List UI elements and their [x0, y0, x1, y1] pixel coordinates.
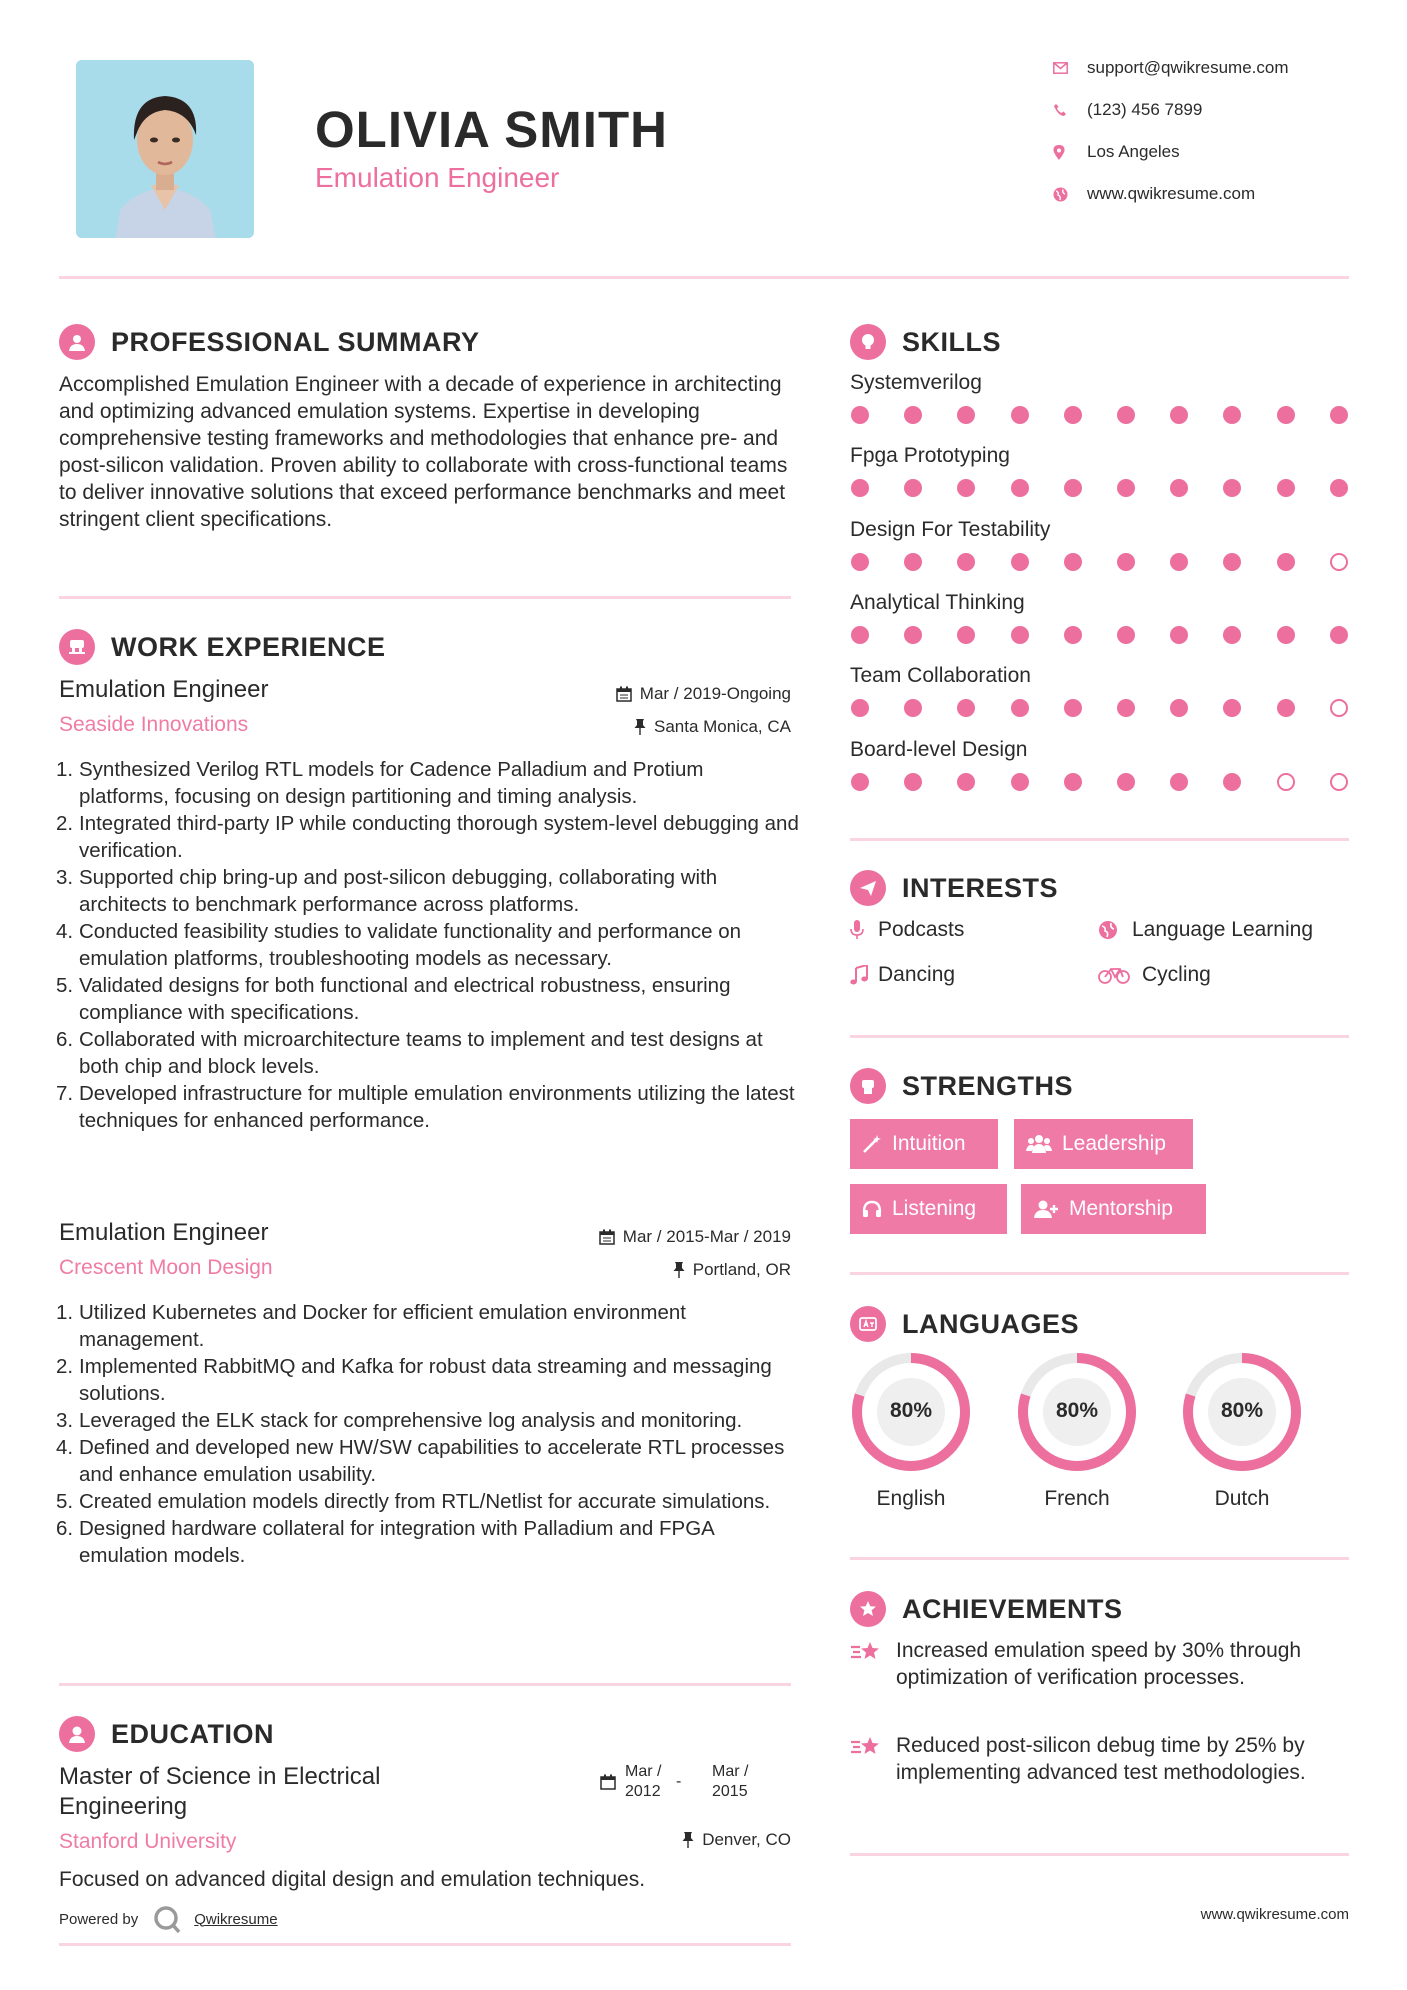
rating-dot-filled: [957, 553, 975, 571]
rating-dot-filled: [1277, 626, 1295, 644]
rating-dot-filled: [1117, 626, 1135, 644]
rating-dot-filled: [1011, 553, 1029, 571]
interest-item: [1098, 918, 1313, 942]
rating-dot-filled: [904, 699, 922, 717]
skill-name: Design For Testability: [850, 517, 1051, 541]
job-duties-list: [56, 1299, 799, 1569]
duty-item: [56, 756, 799, 810]
summary-heading: PROFESSIONAL SUMMARY: [111, 326, 480, 357]
music-note-icon: [850, 965, 878, 985]
education-heading: EDUCATION: [111, 1718, 274, 1749]
qwikresume-logo-icon: [152, 1904, 182, 1934]
contact-phone-text: (123) 456 7899: [1087, 100, 1203, 119]
footer-divider: [59, 1943, 791, 1946]
languages-divider: [850, 1557, 1349, 1560]
paper-plane-icon: [850, 870, 886, 906]
skill-rating: [851, 553, 1335, 571]
education-section-header: [59, 1714, 274, 1754]
skills-divider: [850, 838, 1349, 841]
rating-dot-filled: [1277, 406, 1295, 424]
map-pin-icon: [1053, 145, 1087, 160]
calendar-icon: [600, 1774, 616, 1796]
skill-rating: [851, 699, 1335, 717]
rating-dot-filled: [904, 406, 922, 424]
qwikresume-link[interactable]: Qwikresume: [194, 1910, 278, 1928]
graduation-icon: [59, 1716, 95, 1752]
language-progress-ring: [1181, 1351, 1303, 1473]
headphones-icon: [862, 1200, 882, 1218]
duty-text: Supported chip bring-up and post-silicon debugging, collaborating with architects to benchmark performance across platforms.: [79, 866, 718, 916]
company-name: Crescent Moon Design: [59, 1256, 273, 1279]
skills-heading: SKILLS: [902, 326, 1002, 357]
strength-chip: [1021, 1184, 1206, 1234]
duty-text: Defined and developed new HW/SW capabilities to accelerate RTL processes and enhance emulation usability.: [79, 1436, 785, 1486]
strength-label: Leadership: [1062, 1132, 1166, 1155]
star-badge-icon: [850, 1591, 886, 1627]
duty-text: Created emulation models directly from RTL/Netlist for accurate simulations.: [79, 1490, 771, 1513]
strengths-heading: STRENGTHS: [902, 1070, 1074, 1101]
interest-label: Dancing: [878, 963, 956, 986]
skill-rating: [851, 773, 1335, 791]
envelope-icon: [1053, 62, 1087, 74]
rating-dot-empty: [1330, 553, 1348, 571]
duty-number: 6.: [56, 1028, 74, 1051]
job-dates-text: Mar / 2015-Mar / 2019: [622, 1227, 791, 1246]
skill-rating: [851, 479, 1335, 497]
education-start: Mar / 2012: [625, 1763, 662, 1800]
rating-dot-filled: [851, 479, 869, 497]
duty-text: Integrated third-party IP while conducting thorough system-level debugging and verification.: [79, 812, 799, 862]
duty-text: Implemented RabbitMQ and Kafka for robust data streaming and messaging solutions.: [79, 1355, 772, 1405]
duty-item: [56, 1488, 799, 1515]
magic-wand-icon: [862, 1134, 882, 1154]
user-icon: [59, 324, 95, 360]
duty-text: Utilized Kubernetes and Docker for efficient emulation environment management.: [79, 1301, 686, 1351]
duty-number: 3.: [56, 1409, 74, 1432]
globe-icon: [1098, 920, 1132, 940]
rating-dot-filled: [851, 773, 869, 791]
rating-dot-filled: [1170, 699, 1188, 717]
work-divider: [59, 1683, 791, 1686]
language-percent: 80%: [889, 1399, 933, 1422]
interest-item: [1098, 963, 1211, 987]
job-dates-text: Mar / 2019-Ongoing: [639, 684, 791, 703]
duty-number: 6.: [56, 1517, 74, 1540]
skill-name: Fpga Prototyping: [850, 444, 1010, 468]
skill-rating: [851, 626, 1335, 644]
job-dates: [500, 684, 791, 704]
phone-icon: [1053, 103, 1087, 117]
skill-name: Board-level Design: [850, 737, 1028, 761]
summary-section-header: [59, 322, 480, 362]
languages-section-header: [850, 1304, 1079, 1344]
rating-dot-filled: [1223, 773, 1241, 791]
summary-divider: [59, 596, 791, 599]
rating-dot-filled: [1170, 626, 1188, 644]
interests-divider: [850, 1035, 1349, 1038]
duty-item: [56, 1299, 799, 1353]
rating-dot-filled: [1223, 699, 1241, 717]
rating-dot-filled: [904, 479, 922, 497]
shooting-star-icon: [850, 1637, 896, 1691]
interests-section-header: [850, 868, 1058, 908]
rating-dot-filled: [1064, 773, 1082, 791]
achievement-item: [850, 1732, 1349, 1786]
duty-text: Designed hardware collateral for integration with Palladium and FPGA emulation models.: [79, 1517, 714, 1567]
rating-dot-filled: [1223, 626, 1241, 644]
achievement-text: Reduced post-silicon debug time by 25% by implementing advanced test methodologies.: [896, 1734, 1306, 1784]
school-name: Stanford University: [59, 1830, 237, 1853]
rating-dot-filled: [1011, 406, 1029, 424]
strength-label: Mentorship: [1069, 1197, 1173, 1220]
strengths-divider: [850, 1272, 1349, 1275]
rating-dot-filled: [1064, 699, 1082, 717]
achievements-section-header: [850, 1589, 1123, 1629]
add-user-icon: [1033, 1199, 1059, 1219]
duty-text: Conducted feasibility studies to validate functionality and performance on emulation platforms, troubleshooting models as necessary.: [79, 920, 742, 970]
rating-dot-filled: [1277, 699, 1295, 717]
degree-title: Master of Science in Electrical Engineering: [59, 1763, 381, 1820]
duty-number: 1.: [56, 758, 74, 781]
duty-item: [56, 1515, 799, 1569]
rating-dot-filled: [851, 626, 869, 644]
interest-label: Cycling: [1142, 963, 1211, 986]
strength-label: Intuition: [892, 1132, 966, 1155]
skill-rating: [851, 406, 1335, 424]
education-dates: [598, 1762, 798, 1806]
rating-dot-filled: [1064, 626, 1082, 644]
job-duties-list: [56, 756, 799, 1134]
rating-dot-filled: [904, 626, 922, 644]
rating-dot-filled: [1117, 699, 1135, 717]
duty-number: 4.: [56, 920, 74, 943]
raised-fist-icon: [850, 1068, 886, 1104]
duty-text: Leveraged the ELK stack for comprehensive log analysis and monitoring.: [79, 1409, 743, 1432]
bicycle-icon: [1098, 966, 1142, 984]
duty-number: 7.: [56, 1082, 74, 1105]
duty-item: [56, 1434, 799, 1488]
rating-dot-filled: [1011, 479, 1029, 497]
duty-item: [56, 1080, 799, 1134]
strength-chip: [850, 1184, 1007, 1234]
rating-dot-filled: [1330, 626, 1348, 644]
rating-dot-filled: [1117, 553, 1135, 571]
job-title: Emulation Engineer: [59, 1219, 269, 1246]
skill-name: Systemverilog: [850, 371, 982, 394]
rating-dot-filled: [1011, 773, 1029, 791]
job-dates: [500, 1227, 791, 1247]
achievement-text: Increased emulation speed by 30% through optimization of verification processes.: [896, 1639, 1302, 1689]
work-section-header: [59, 627, 386, 667]
globe-icon: [1053, 187, 1087, 202]
lightbulb-icon: [850, 324, 886, 360]
skill-name: Team Collaboration: [850, 664, 1031, 688]
language-progress-ring: [1016, 1351, 1138, 1473]
profile-photo: [76, 60, 254, 238]
contact-phone[interactable]: [1053, 98, 1353, 122]
powered-by-label: Powered by: [59, 1910, 139, 1928]
rating-dot-filled: [957, 773, 975, 791]
pushpin-icon: [682, 1832, 694, 1848]
language-percent: 80%: [1055, 1399, 1099, 1422]
translate-icon: [850, 1306, 886, 1342]
rating-dot-filled: [1064, 553, 1082, 571]
rating-dot-filled: [851, 699, 869, 717]
duty-item: [56, 810, 799, 864]
shooting-star-icon: [850, 1732, 896, 1786]
rating-dot-filled: [1064, 479, 1082, 497]
rating-dot-filled: [1170, 553, 1188, 571]
rating-dot-filled: [1330, 479, 1348, 497]
language-name: French: [1044, 1487, 1110, 1510]
calendar-icon: [599, 1229, 615, 1245]
footer-website[interactable]: www.qwikresume.com: [1200, 1906, 1349, 1923]
duty-number: 3.: [56, 866, 74, 889]
candidate-name: OLIVIA SMITH: [315, 101, 668, 158]
rating-dot-filled: [1277, 479, 1295, 497]
microphone-icon: [850, 920, 878, 940]
date-separator: -: [676, 1773, 682, 1790]
summary-text: Accomplished Emulation Engineer with a decade of experience in architecting and optimizing advanced emulation systems. Expertise in developing comprehensive testing frameworks and methodologies that enhance pre- and post-silicon validation. Proven ability to collaborate with cross-functional teams to deliver innovative solutions that exceed performance benchmarks and meet stringent client specifications.: [59, 373, 788, 531]
rating-dot-filled: [957, 626, 975, 644]
contact-email[interactable]: [1053, 56, 1353, 80]
job-location: [500, 717, 791, 737]
rating-dot-empty: [1330, 773, 1348, 791]
language-percent: 80%: [1220, 1399, 1264, 1422]
interest-label: Language Learning: [1132, 918, 1314, 941]
strengths-section-header: [850, 1066, 1073, 1106]
duty-number: 5.: [56, 974, 74, 997]
rating-dot-filled: [1277, 553, 1295, 571]
rating-dot-filled: [904, 773, 922, 791]
contact-email-text: support@qwikresume.com: [1087, 58, 1289, 77]
calendar-icon: [616, 686, 632, 702]
language-name: Dutch: [1214, 1487, 1270, 1510]
job-title: Emulation Engineer: [59, 676, 269, 703]
rating-dot-filled: [957, 699, 975, 717]
education-location: [500, 1830, 791, 1850]
achievements-heading: ACHIEVEMENTS: [902, 1593, 1123, 1624]
rating-dot-filled: [1170, 406, 1188, 424]
rating-dot-filled: [1170, 479, 1188, 497]
company-name: Seaside Innovations: [59, 713, 249, 736]
rating-dot-filled: [1064, 406, 1082, 424]
job-location-text: Portland, OR: [692, 1260, 791, 1279]
education-location-text: Denver, CO: [702, 1830, 791, 1849]
duty-text: Synthesized Verilog RTL models for Cadence Palladium and Protium platforms, focusing on design partitioning and timing analysis.: [79, 758, 704, 808]
rating-dot-empty: [1330, 699, 1348, 717]
rating-dot-filled: [1117, 773, 1135, 791]
language-progress-ring: [850, 1351, 972, 1473]
duty-number: 4.: [56, 1436, 74, 1459]
duty-text: Developed infrastructure for multiple emulation environments utilizing the latest techniques for enhanced performance.: [79, 1082, 795, 1132]
interests-heading: INTERESTS: [902, 872, 1059, 903]
pushpin-icon: [634, 719, 646, 735]
duty-number: 1.: [56, 1301, 74, 1324]
duty-item: [56, 972, 799, 1026]
education-description: Focused on advanced digital design and emulation techniques.: [59, 1868, 646, 1891]
duty-item: [56, 864, 799, 918]
group-icon: [1026, 1134, 1052, 1154]
strength-chip: [850, 1119, 998, 1169]
skills-section-header: [850, 322, 1001, 362]
strength-chip: [1014, 1119, 1193, 1169]
rating-dot-filled: [1330, 406, 1348, 424]
rating-dot-filled: [1223, 479, 1241, 497]
rating-dot-filled: [1223, 406, 1241, 424]
candidate-title: Emulation Engineer: [315, 162, 560, 193]
rating-dot-filled: [1117, 479, 1135, 497]
rating-dot-filled: [1117, 406, 1135, 424]
contact-website[interactable]: [1053, 182, 1353, 206]
rating-dot-filled: [1011, 626, 1029, 644]
rating-dot-filled: [1011, 699, 1029, 717]
rating-dot-filled: [957, 479, 975, 497]
languages-heading: LANGUAGES: [902, 1308, 1080, 1339]
duty-number: 2.: [56, 1355, 74, 1378]
duty-item: [56, 1026, 799, 1080]
skill-name: Analytical Thinking: [850, 590, 1025, 614]
duty-number: 2.: [56, 812, 74, 835]
duty-item: [56, 1407, 799, 1434]
duty-number: 5.: [56, 1490, 74, 1513]
rating-dot-filled: [904, 553, 922, 571]
achievement-item: [850, 1637, 1349, 1691]
contact-location: [1053, 140, 1353, 164]
achievements-divider: [850, 1853, 1349, 1856]
education-end: Mar / 2015: [712, 1763, 749, 1800]
interest-item: [850, 963, 955, 987]
duty-text: Validated designs for both functional and electrical robustness, ensuring compliance with specifications.: [79, 974, 731, 1024]
briefcase-icon: [59, 629, 95, 665]
job-location-text: Santa Monica, CA: [653, 717, 791, 736]
work-heading: WORK EXPERIENCE: [111, 631, 386, 662]
rating-dot-empty: [1277, 773, 1295, 791]
rating-dot-filled: [957, 406, 975, 424]
job-location: [500, 1260, 791, 1280]
duty-text: Collaborated with microarchitecture teams to implement and test designs at both chip and block levels.: [79, 1028, 763, 1078]
rating-dot-filled: [851, 553, 869, 571]
interest-item: [850, 918, 964, 942]
rating-dot-filled: [851, 406, 869, 424]
strength-label: Listening: [892, 1197, 977, 1220]
contact-location-text: Los Angeles: [1087, 142, 1180, 161]
rating-dot-filled: [1223, 553, 1241, 571]
interest-label: Podcasts: [878, 918, 965, 941]
contact-website-text: www.qwikresume.com: [1087, 184, 1256, 203]
duty-item: [56, 918, 799, 972]
header-divider: [59, 276, 1349, 279]
pushpin-icon: [673, 1262, 685, 1278]
duty-item: [56, 1353, 799, 1407]
language-name: English: [876, 1487, 946, 1510]
powered-by: [59, 1904, 278, 1934]
rating-dot-filled: [1170, 773, 1188, 791]
